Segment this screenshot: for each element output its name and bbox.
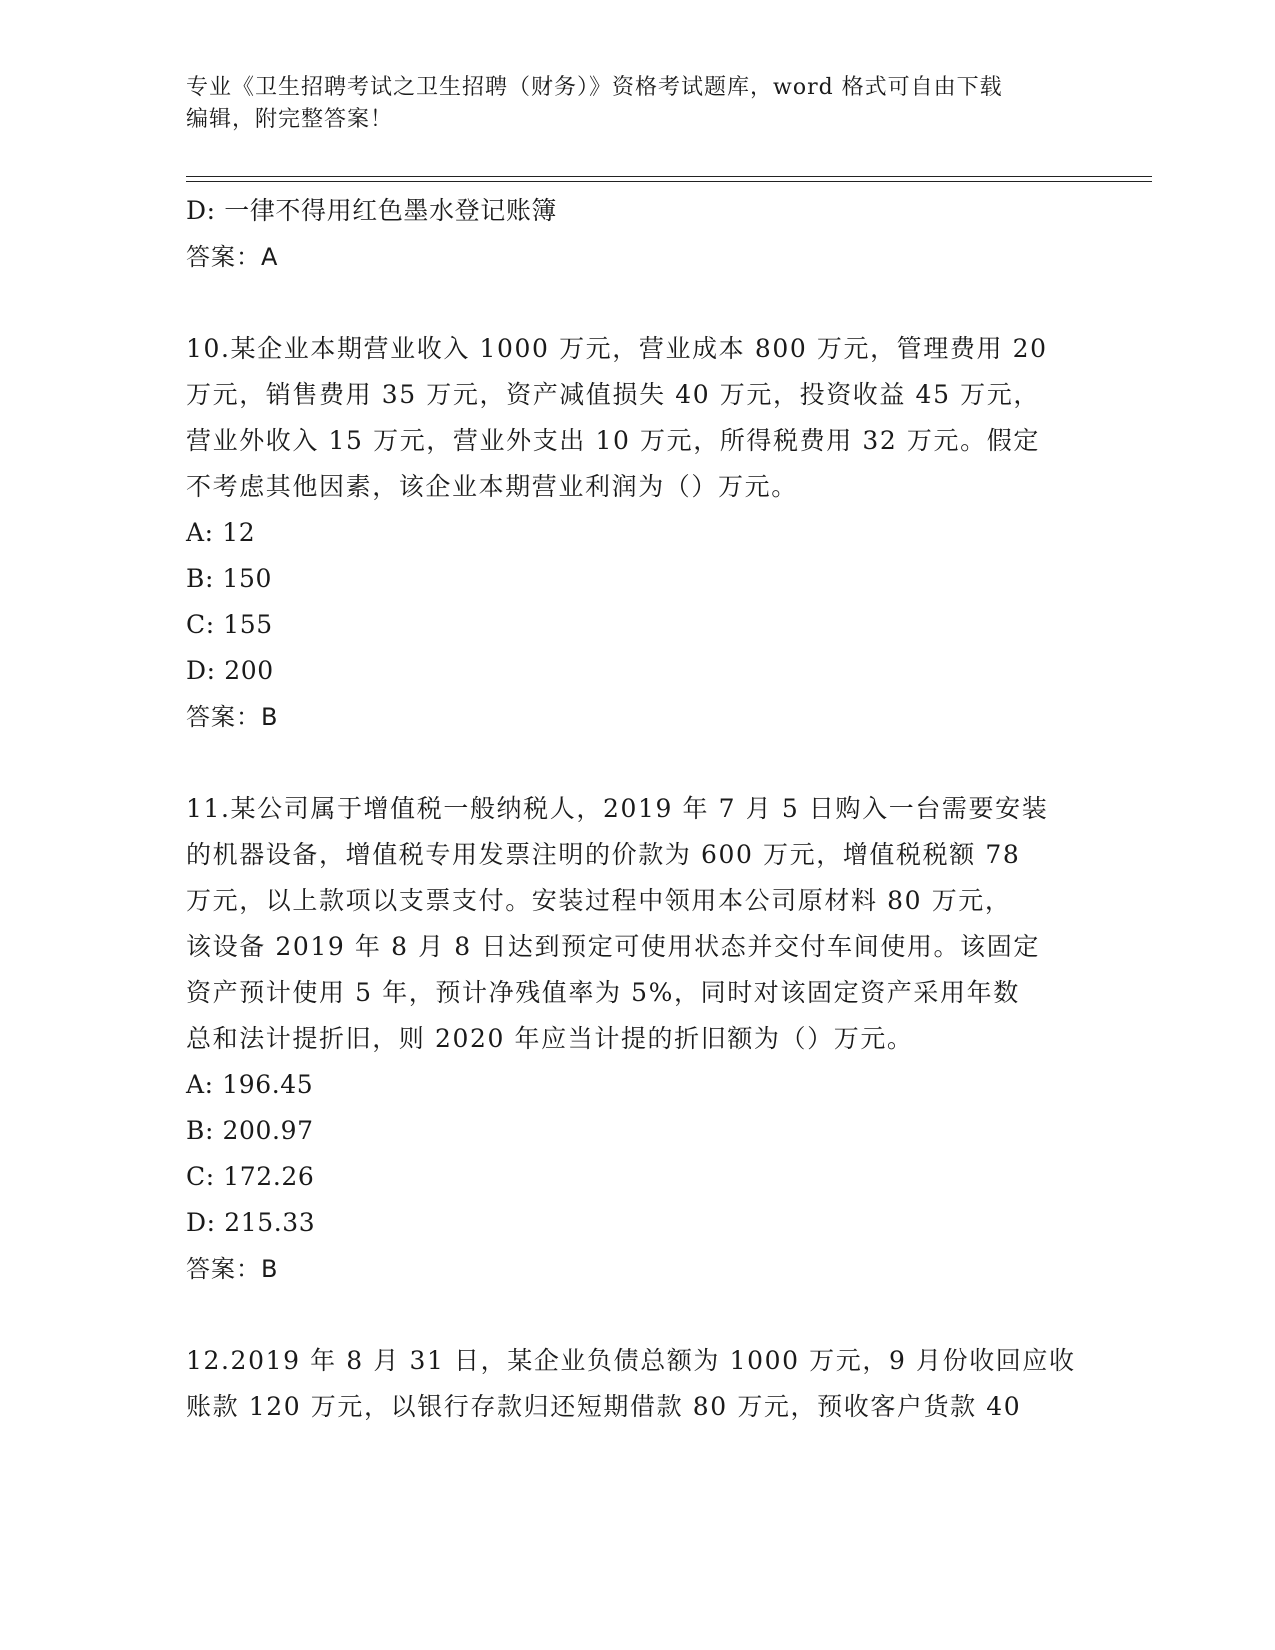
document-header [186,72,1086,136]
header-divider-top [186,176,1152,177]
question-stem-line: 账款 120 万元，以银行存款归还短期借款 80 万元，预收客户货款 40 [186,1392,1022,1421]
header-line-1: 专业《卫生招聘考试之卫生招聘（财务）》资格考试题库，word 格式可自由下载 [186,75,1003,100]
question-stem-line: 11.某公司属于增值税一般纳税人，2019 年 7 月 5 日购入一台需要安装 [186,794,1049,823]
option-d: D: 215.33 [186,1208,316,1237]
question-12 [186,1338,1086,1430]
header-line-2: 编辑，附完整答案！ [186,107,394,132]
question-stem-line: 万元，销售费用 35 万元，资产减值损失 40 万元，投资收益 45 万元， [186,380,1040,409]
question-stem-line: 12.2019 年 8 月 31 日，某企业负债总额为 1000 万元，9 月份收回应收 [186,1346,1076,1375]
option-b: B: 150 [186,564,273,593]
option-c: C: 155 [186,610,273,639]
option-a: A: 196.45 [186,1070,314,1099]
question-stem-line: 10.某企业本期营业收入 1000 万元，营业成本 800 万元，管理费用 20 [186,334,1048,363]
question-10 [186,326,1086,740]
answer-line: 答案：B [186,703,279,731]
question-stem-line: 该设备 2019 年 8 月 8 日达到预定可使用状态并交付车间使用。该固定 [186,932,1040,961]
header-divider-bottom [186,181,1152,182]
question-stem-line: 总和法计提折旧，则 2020 年应当计提的折旧额为（）万元。 [186,1024,914,1053]
option-a: A: 12 [186,518,256,547]
question-stem-line: 不考虑其他因素，该企业本期营业利润为（）万元。 [186,472,798,501]
option-b: B: 200.97 [186,1116,314,1145]
option-d: D: 200 [186,656,274,685]
question-stem-line: 的机器设备，增值税专用发票注明的价款为 600 万元，增值税税额 78 [186,840,1021,869]
option-d: D: 一律不得用红色墨水登记账簿 [186,196,558,225]
answer-line: 答案：B [186,1255,279,1283]
previous-question-fragment [186,188,1086,280]
question-11 [186,786,1086,1292]
option-c: C: 172.26 [186,1162,315,1191]
question-stem-line: 资产预计使用 5 年，预计净残值率为 5%，同时对该固定资产采用年数 [186,978,1020,1007]
document-body [186,188,1086,1430]
answer-line: 答案：A [186,243,279,271]
question-stem-line: 营业外收入 15 万元，营业外支出 10 万元，所得税费用 32 万元。假定 [186,426,1040,455]
question-stem-line: 万元，以上款项以支票支付。安装过程中领用本公司原材料 80 万元， [186,886,1012,915]
